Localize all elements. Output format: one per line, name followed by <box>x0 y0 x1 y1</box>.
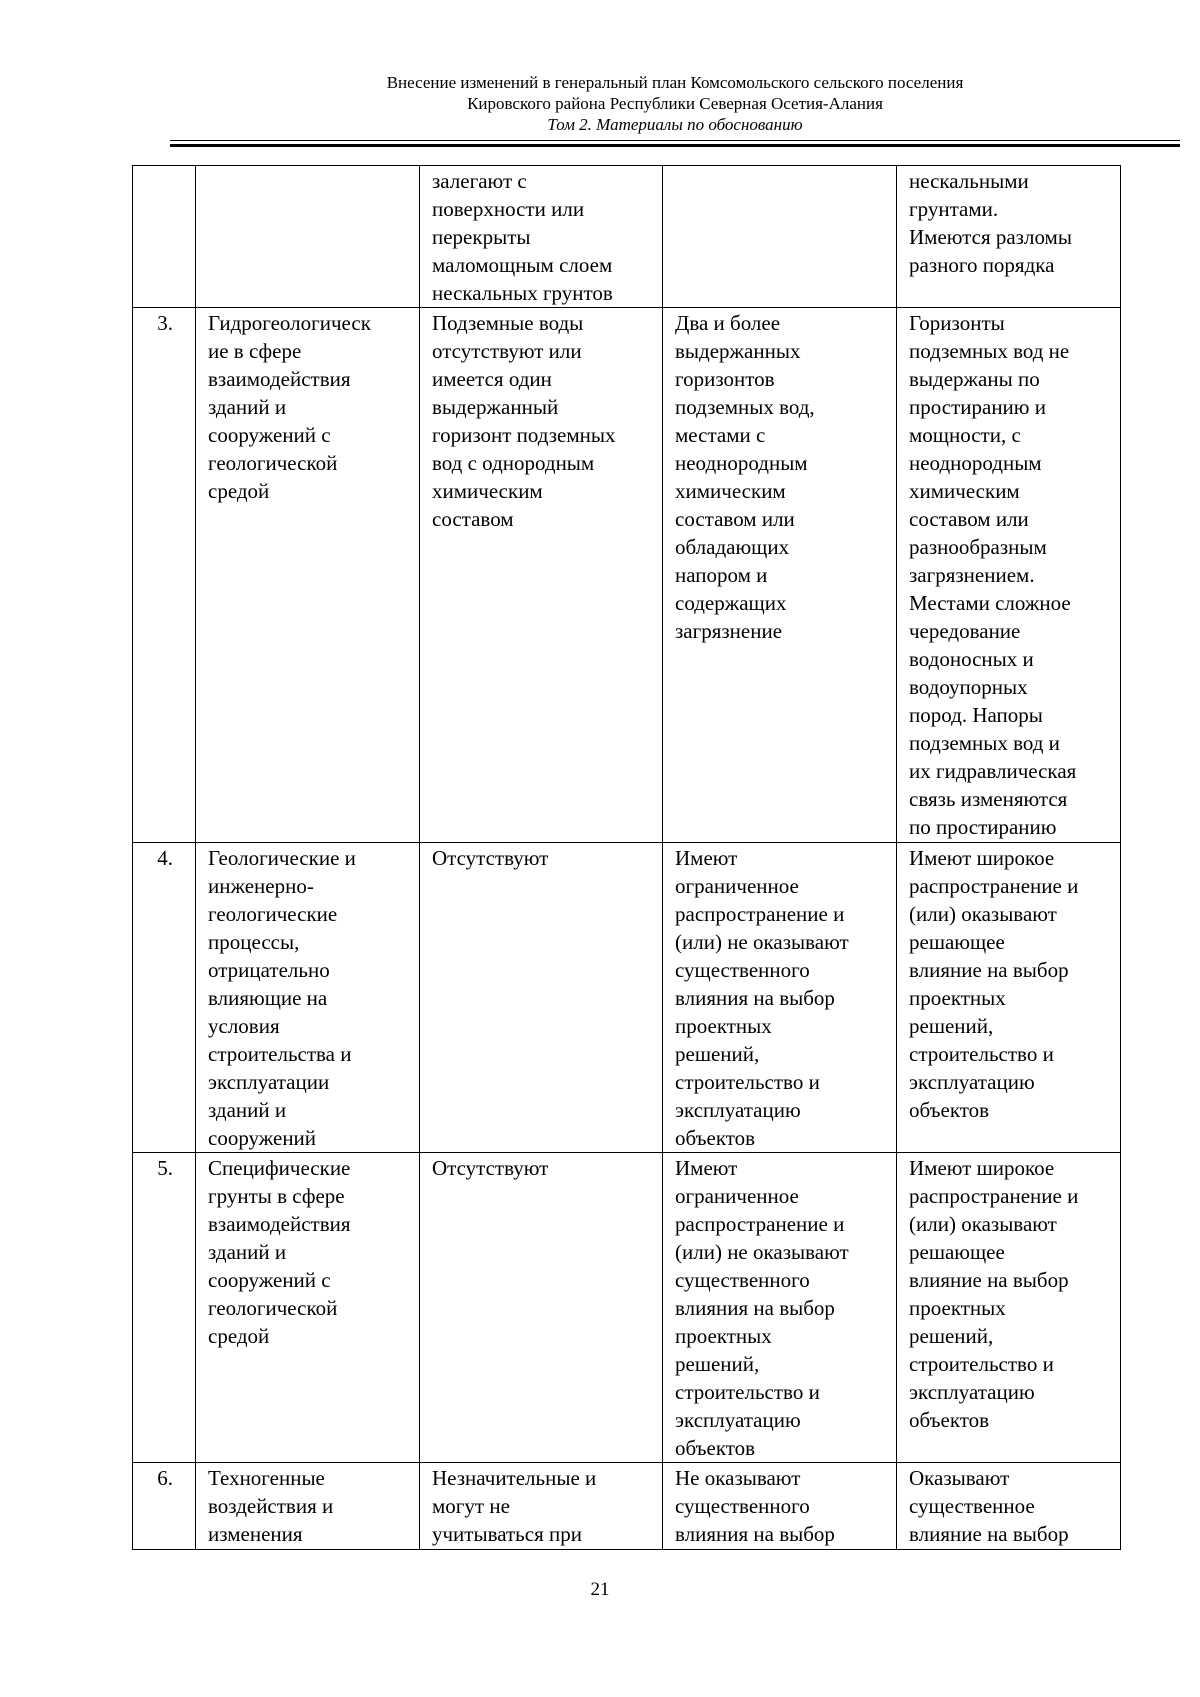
cell-text-line: зданий и <box>208 395 287 419</box>
complex-category-cell <box>897 166 1121 308</box>
cell-text-line: составом <box>432 507 514 531</box>
medium-category-cell <box>663 843 897 1153</box>
cell-text-line: Имеют <box>675 1156 738 1180</box>
page-number: 21 <box>590 1579 610 1600</box>
cell-text-line: Имеют <box>675 846 738 870</box>
cell-text-line: сооружений с <box>208 423 331 447</box>
cell-text-line: проектных <box>909 1296 1006 1320</box>
cell-text-line: (или) не оказывают <box>675 1240 849 1264</box>
cell-text-line: геологической <box>208 451 338 475</box>
cell-text-line: Горизонты <box>909 311 1005 335</box>
cell-text-line: по простиранию <box>909 815 1057 839</box>
cell-text-line: существенное <box>909 1494 1035 1518</box>
cell-text-line: поверхности или <box>432 197 585 221</box>
document-header <box>170 72 1180 135</box>
row-number <box>133 166 196 308</box>
cell-text-line: решающее <box>909 1240 1005 1264</box>
cell-text-line: горизонт подземных <box>432 423 616 447</box>
cell-text-line: отсутствуют или <box>432 339 582 363</box>
cell-text-line: эксплуатацию <box>909 1070 1035 1094</box>
cell-text-line: распространение и <box>675 1212 845 1236</box>
simple-category-cell <box>420 166 663 308</box>
medium-category-cell <box>663 1463 897 1550</box>
cell-text-line: Отсутствуют <box>432 846 549 870</box>
cell-text-line: выдержанных <box>675 339 801 363</box>
cell-text-line: Оказывают <box>909 1466 1010 1490</box>
cell-text-line: строительство и <box>909 1042 1054 1066</box>
cell-text-line: влияющие на <box>208 986 328 1010</box>
cell-text-line: Два и более <box>675 311 781 335</box>
factor-name-cell <box>196 1463 420 1550</box>
cell-text-line: Имеются разломы <box>909 225 1072 249</box>
cell-text-line: подземных вод, <box>675 395 815 419</box>
header-rule-thin <box>170 140 1180 141</box>
cell-text-line: эксплуатацию <box>675 1098 801 1122</box>
cell-text-line: составом или <box>675 507 795 531</box>
cell-text-line: сооружений с <box>208 1268 331 1292</box>
cell-text-line: вод с однородным <box>432 451 595 475</box>
cell-text-line: напором и <box>675 563 768 587</box>
row-number: 5. <box>133 1153 196 1463</box>
cell-text-line: чередование <box>909 619 1021 643</box>
cell-text-line: Геологические и <box>208 846 356 870</box>
cell-text-line: учитываться при <box>432 1522 582 1546</box>
cell-text-line: горизонтов <box>675 367 775 391</box>
cell-text-line: процессы, <box>208 930 300 954</box>
cell-text-line: Имеют широкое <box>909 846 1055 870</box>
cell-text-line: инженерно- <box>208 874 314 898</box>
cell-text-line: геологические <box>208 902 338 926</box>
cell-text-line: взаимодействия <box>208 367 351 391</box>
cell-text-line: выдержанный <box>432 395 559 419</box>
cell-text-line: перекрыты <box>432 225 531 249</box>
factor-name-cell <box>196 166 420 308</box>
cell-text-line: решающее <box>909 930 1005 954</box>
cell-text-line: объектов <box>909 1098 990 1122</box>
cell-text-line: эксплуатацию <box>675 1408 801 1432</box>
cell-text-line: строительство и <box>675 1380 820 1404</box>
row-number: 4. <box>133 843 196 1153</box>
cell-text-line: влияния на выбор <box>675 986 835 1010</box>
cell-text-line: ограниченное <box>675 1184 799 1208</box>
cell-text-line: строительство и <box>675 1070 820 1094</box>
medium-category-cell <box>663 1153 897 1463</box>
cell-text-line: водоносных и <box>909 647 1034 671</box>
cell-text-line: нескальных грунтов <box>432 281 613 305</box>
cell-text-line: проектных <box>909 986 1006 1010</box>
cell-text-line: неоднородным <box>909 451 1042 475</box>
table-row <box>133 308 1121 843</box>
cell-text-line: эксплуатации <box>208 1070 330 1094</box>
cell-text-line: местами с <box>675 423 766 447</box>
cell-text-line: (или) оказывают <box>909 902 1057 926</box>
cell-text-line: эксплуатацию <box>909 1380 1035 1404</box>
table-row <box>133 1153 1121 1463</box>
cell-text-line: (или) оказывают <box>909 1212 1057 1236</box>
cell-text-line: мощности, с <box>909 423 1021 447</box>
cell-text-line: загрязнением. <box>909 563 1035 587</box>
medium-category-cell <box>663 308 897 843</box>
cell-text-line: составом или <box>909 507 1029 531</box>
cell-text-line: воздействия и <box>208 1494 334 1518</box>
cell-text-line: геологической <box>208 1296 338 1320</box>
cell-text-line: существенного <box>675 1494 810 1518</box>
cell-text-line: разного порядка <box>909 253 1055 277</box>
simple-category-cell <box>420 1463 663 1550</box>
cell-text-line: зданий и <box>208 1240 287 1264</box>
cell-text-line: подземных вод и <box>909 731 1060 755</box>
cell-text-line: разнообразным <box>909 535 1047 559</box>
cell-text-line: объектов <box>909 1408 990 1432</box>
header-rule-thick <box>170 144 1180 147</box>
table-row <box>133 843 1121 1153</box>
cell-text-line: влияние на выбор <box>909 958 1069 982</box>
cell-text-line: объектов <box>675 1436 756 1460</box>
cell-text-line: взаимодействия <box>208 1212 351 1236</box>
cell-text-line: Подземные воды <box>432 311 584 335</box>
cell-text-line: обладающих <box>675 535 790 559</box>
complex-category-cell <box>897 1463 1121 1550</box>
cell-text-line: зданий и <box>208 1098 287 1122</box>
cell-text-line: содержащих <box>675 591 787 615</box>
cell-text-line: строительства и <box>208 1042 352 1066</box>
cell-text-line: решений, <box>675 1352 760 1376</box>
criteria-table <box>132 165 1121 1550</box>
row-number: 6. <box>133 1463 196 1550</box>
cell-text-line: выдержаны по <box>909 367 1040 391</box>
cell-text-line: Техногенные <box>208 1466 325 1490</box>
cell-text-line: пород. Напоры <box>909 703 1043 727</box>
cell-text-line: влияния на выбор <box>675 1522 835 1546</box>
cell-text-line: распространение и <box>909 874 1079 898</box>
cell-text-line: объектов <box>675 1126 756 1150</box>
cell-text-line: Специфические <box>208 1156 351 1180</box>
cell-text-line: изменения <box>208 1522 303 1546</box>
cell-text-line: химическим <box>432 479 543 503</box>
complex-category-cell <box>897 843 1121 1153</box>
cell-text-line: условия <box>208 1014 280 1038</box>
cell-text-line: проектных <box>675 1014 772 1038</box>
simple-category-cell <box>420 308 663 843</box>
cell-text-line: связь изменяются <box>909 787 1068 811</box>
cell-text-line: отрицательно <box>208 958 330 982</box>
cell-text-line: строительство и <box>909 1352 1054 1376</box>
cell-text-line: Отсутствуют <box>432 1156 549 1180</box>
cell-text-line: сооружений <box>208 1126 317 1150</box>
table-row <box>133 1463 1121 1550</box>
cell-text-line: имеется один <box>432 367 552 391</box>
simple-category-cell <box>420 843 663 1153</box>
table-row <box>133 166 1121 308</box>
cell-text-line: грунтами. <box>909 197 999 221</box>
cell-text-line: существенного <box>675 1268 810 1292</box>
factor-name-cell <box>196 843 420 1153</box>
cell-text-line: водоупорных <box>909 675 1028 699</box>
cell-text-line: Местами сложное <box>909 591 1071 615</box>
cell-text-line: нескальными <box>909 169 1029 193</box>
header-title-line-1: Внесение изменений в генеральный план Комсомольского сельского поселения <box>386 73 964 92</box>
cell-text-line: ие в сфере <box>208 339 302 363</box>
header-title-line-2: Кировского района Республики Северная Осетия-Алания <box>467 94 883 113</box>
cell-text-line: простиранию и <box>909 395 1046 419</box>
factor-name-cell <box>196 1153 420 1463</box>
medium-category-cell <box>663 166 897 308</box>
cell-text-line: грунты в сфере <box>208 1184 345 1208</box>
cell-text-line: средой <box>208 1324 270 1348</box>
cell-text-line: распространение и <box>675 902 845 926</box>
simple-category-cell <box>420 1153 663 1463</box>
cell-text-line: решений, <box>909 1014 994 1038</box>
row-number: 3. <box>133 308 196 843</box>
factor-name-cell <box>196 308 420 843</box>
cell-text-line: (или) не оказывают <box>675 930 849 954</box>
cell-text-line: ограниченное <box>675 874 799 898</box>
cell-text-line: решений, <box>909 1324 994 1348</box>
complex-category-cell <box>897 308 1121 843</box>
cell-text-line: проектных <box>675 1324 772 1348</box>
cell-text-line: влияния на выбор <box>675 1296 835 1320</box>
cell-text-line: могут не <box>432 1494 510 1518</box>
cell-text-line: их гидравлическая <box>909 759 1077 783</box>
complex-category-cell <box>897 1153 1121 1463</box>
cell-text-line: влияние на выбор <box>909 1522 1069 1546</box>
cell-text-line: решений, <box>675 1042 760 1066</box>
cell-text-line: подземных вод не <box>909 339 1070 363</box>
cell-text-line: Имеют широкое <box>909 1156 1055 1180</box>
cell-text-line: Не оказывают <box>675 1466 801 1490</box>
cell-text-line: существенного <box>675 958 810 982</box>
header-volume-line: Том 2. Материалы по обоснованию <box>547 115 803 134</box>
cell-text-line: неоднородным <box>675 451 808 475</box>
cell-text-line: маломощным слоем <box>432 253 613 277</box>
cell-text-line: распространение и <box>909 1184 1079 1208</box>
cell-text-line: средой <box>208 479 270 503</box>
cell-text-line: химическим <box>675 479 786 503</box>
cell-text-line: влияние на выбор <box>909 1268 1069 1292</box>
cell-text-line: Незначительные и <box>432 1466 597 1490</box>
cell-text-line: Гидрогеологическ <box>208 311 371 335</box>
cell-text-line: загрязнение <box>675 619 783 643</box>
cell-text-line: химическим <box>909 479 1020 503</box>
cell-text-line: залегают с <box>432 169 527 193</box>
